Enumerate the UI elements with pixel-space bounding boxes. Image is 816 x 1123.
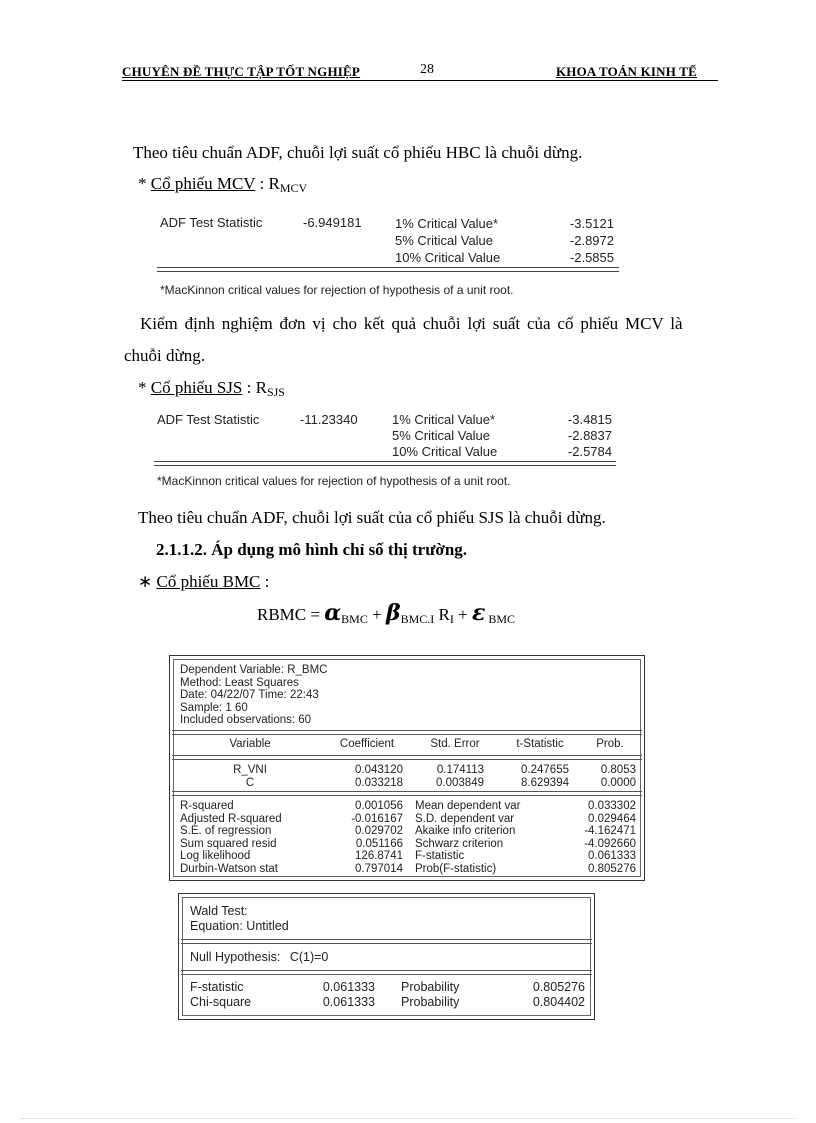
stat-value: 0.797014 xyxy=(355,862,403,875)
adf-crit-labels-sjs xyxy=(392,412,497,460)
adf-label-mcv: ADF Test Statistic xyxy=(160,215,263,230)
stat-label: Log likelihood xyxy=(180,850,251,863)
stats-left-labels xyxy=(180,800,282,876)
double-rule xyxy=(154,461,616,466)
stats-right-values xyxy=(560,800,636,876)
beta-symbol: β xyxy=(385,600,401,626)
info-line: Dependent Variable: R_BMC xyxy=(180,664,328,676)
stock-label: Cổ phiếu BMC xyxy=(156,572,261,591)
plus: + xyxy=(367,605,386,624)
paragraph-sjs: Theo tiêu chuẩn ADF, chuỗi lợi suất của cổ phiếu SJS là chuỗi dừng. xyxy=(138,508,606,527)
stat-label: Sum squared resid xyxy=(180,837,277,850)
table-rule xyxy=(172,791,642,796)
header-rule xyxy=(122,80,718,81)
adf-crit-labels-mcv xyxy=(395,215,500,266)
return-symbol: : R xyxy=(255,174,280,193)
table-row-variables xyxy=(190,764,310,789)
wald-header xyxy=(190,904,289,934)
alpha-symbol: α xyxy=(324,600,342,626)
market-return: R xyxy=(434,605,450,624)
stat-value: 0.805276 xyxy=(588,862,636,875)
subscript: BMC.I xyxy=(400,612,435,626)
wald-test-output xyxy=(178,893,595,1020)
wald-equation: Equation: Untitled xyxy=(190,919,289,933)
crit-value: -2.5855 xyxy=(569,250,614,265)
stat-value: 0.029702 xyxy=(355,825,403,838)
info-line: Date: 04/22/07 Time: 22:43 xyxy=(180,689,319,702)
subscript: BMC xyxy=(341,612,368,626)
table-rule xyxy=(172,730,642,735)
page-number: 28 xyxy=(420,62,434,77)
crit-value: -3.5121 xyxy=(569,216,614,231)
prob-values xyxy=(570,764,636,789)
stat-label: Durbin-Watson stat xyxy=(180,862,278,875)
table-rule xyxy=(181,939,592,944)
stat-label: Schwarz criterion xyxy=(415,837,504,850)
crit-label: 5% Critical Value xyxy=(392,428,491,443)
stat-label: Akaike info criterion xyxy=(415,825,516,838)
paragraph-mcv-line1: Kiểm định nghiệm đơn vị cho kết quả chuỗi lợi suất của cổ phiếu MCV là xyxy=(140,314,683,333)
null-label: Null Hypothesis: xyxy=(190,950,281,964)
tstat-value: 0.247655 xyxy=(521,764,569,776)
crit-label: 10% Critical Value xyxy=(395,250,501,265)
crit-value: -2.8837 xyxy=(567,428,612,443)
crit-label: 5% Critical Value xyxy=(395,233,494,248)
stats-left-values xyxy=(320,800,403,876)
table-rule xyxy=(172,755,642,760)
subscript: SJS xyxy=(266,385,285,399)
stderror-values xyxy=(410,764,484,789)
variable-name: C xyxy=(245,776,255,789)
crit-label: 1% Critical Value* xyxy=(392,412,496,427)
wald-stat-labels xyxy=(190,980,251,1010)
stat-label: Prob(F-statistic) xyxy=(415,862,497,875)
wald-stat-value: 0.061333 xyxy=(322,980,375,994)
null-hypothesis xyxy=(190,950,328,964)
wald-prob-label: Probability xyxy=(401,980,460,994)
double-rule xyxy=(157,267,619,272)
stat-value: -4.092660 xyxy=(584,837,636,850)
stat-label: S.D. dependent var xyxy=(415,812,515,825)
col-header-tstat: t-Statistic xyxy=(516,738,564,750)
header-right: KHOA TOÁN KINH TẾ xyxy=(556,64,698,79)
heading-bmc xyxy=(138,572,269,592)
subscript: I xyxy=(449,612,454,626)
stat-value: 0.061333 xyxy=(588,850,636,863)
coefficient-value: 0.033218 xyxy=(355,776,403,789)
info-line: Sample: 1 60 xyxy=(180,701,248,714)
adf-stat-mcv: -6.949181 xyxy=(303,215,362,230)
wald-prob-values xyxy=(509,980,585,1010)
stat-label: R-squared xyxy=(180,800,234,812)
stats-right-labels xyxy=(415,800,521,876)
plus: + xyxy=(453,605,472,624)
bullet: ∗ xyxy=(138,572,153,591)
coefficient-value: 0.043120 xyxy=(355,764,403,776)
wald-prob-value: 0.805276 xyxy=(532,980,585,994)
heading-sjs xyxy=(138,378,285,399)
regression-output xyxy=(169,655,645,881)
crit-label: 1% Critical Value* xyxy=(395,216,499,231)
equation-lhs: RBMC = xyxy=(257,605,325,624)
adf-note-mcv: *MacKinnon critical values for rejection of hypothesis of a unit root. xyxy=(160,283,514,297)
stat-label: Adjusted R-squared xyxy=(180,812,282,825)
wald-stat-value: 0.061333 xyxy=(322,995,375,1009)
stat-label: Mean dependent var xyxy=(415,800,521,812)
stat-value: 0.051166 xyxy=(355,837,403,850)
prob-value: 0.8053 xyxy=(600,764,636,776)
paragraph-hbc: Theo tiêu chuẩn ADF, chuỗi lợi suất cổ phiếu HBC là chuỗi dừng. xyxy=(133,143,583,162)
subscript: BMC xyxy=(485,612,515,626)
prob-value: 0.0000 xyxy=(600,776,636,789)
col-header-coefficient: Coefficient xyxy=(339,738,395,750)
bullet: * xyxy=(138,174,147,193)
stat-label: S.E. of regression xyxy=(180,825,272,838)
adf-crit-values-mcv xyxy=(540,215,614,266)
col-header-prob: Prob. xyxy=(596,738,624,750)
info-line: Method: Least Squares xyxy=(180,676,299,689)
wald-stat-label: F-statistic xyxy=(190,980,244,994)
stat-label: F-statistic xyxy=(415,850,465,863)
col-header-variable: Variable xyxy=(229,738,271,750)
market-model-equation xyxy=(257,600,515,626)
stat-value: 126.8741 xyxy=(355,850,403,863)
wald-stat-values xyxy=(299,980,375,1010)
wald-stat-label: Chi-square xyxy=(190,995,252,1009)
tstat-values xyxy=(495,764,569,789)
adf-crit-values-sjs xyxy=(538,412,612,460)
page-bottom-rule xyxy=(20,1118,796,1119)
bullet: * xyxy=(138,378,147,397)
paragraph-mcv-line2: chuỗi dừng. xyxy=(124,346,205,365)
stderror-value: 0.174113 xyxy=(436,764,484,776)
stat-value: -4.162471 xyxy=(584,825,636,838)
variable-name: R_VNI xyxy=(233,764,267,776)
wald-prob-label: Probability xyxy=(401,995,460,1009)
return-symbol: : R xyxy=(242,378,267,397)
wald-prob-value: 0.804402 xyxy=(532,995,585,1009)
coefficient-values xyxy=(320,764,403,789)
info-line: Included observations: 60 xyxy=(180,714,312,727)
stderror-value: 0.003849 xyxy=(436,776,484,789)
stat-value: -0.016167 xyxy=(351,812,403,825)
stat-value: 0.033302 xyxy=(588,800,636,812)
crit-value: -2.5784 xyxy=(567,444,612,459)
section-heading: 2.1.1.2. Áp dụng mô hình chỉ số thị trường. xyxy=(156,540,468,559)
subscript: MCV xyxy=(279,181,308,195)
stock-label: Cổ phiếu MCV xyxy=(150,174,256,193)
epsilon-symbol: ε xyxy=(471,600,486,626)
heading-mcv xyxy=(138,174,307,195)
tstat-value: 8.629394 xyxy=(521,776,569,789)
regression-info xyxy=(180,664,327,727)
adf-label-sjs: ADF Test Statistic xyxy=(157,412,260,427)
crit-label: 10% Critical Value xyxy=(392,444,498,459)
crit-value: -2.8972 xyxy=(569,233,614,248)
adf-stat-sjs: -11.23340 xyxy=(300,412,358,427)
adf-note-sjs: *MacKinnon critical values for rejection of hypothesis of a unit root. xyxy=(157,474,511,488)
wald-prob-labels xyxy=(401,980,459,1010)
col-header-stderror: Std. Error xyxy=(430,738,480,750)
stock-label: Cổ phiếu SJS xyxy=(150,378,243,397)
stat-value: 0.029464 xyxy=(588,812,636,825)
stat-value: 0.001056 xyxy=(355,800,403,812)
null-value: C(1)=0 xyxy=(289,950,329,964)
header-left: CHUYÊN ĐỀ THỰC TẬP TỐT NGHIỆP xyxy=(122,64,361,79)
wald-title: Wald Test: xyxy=(190,904,248,918)
crit-value: -3.4815 xyxy=(567,412,612,427)
colon: : xyxy=(260,572,270,591)
table-rule xyxy=(181,970,592,975)
